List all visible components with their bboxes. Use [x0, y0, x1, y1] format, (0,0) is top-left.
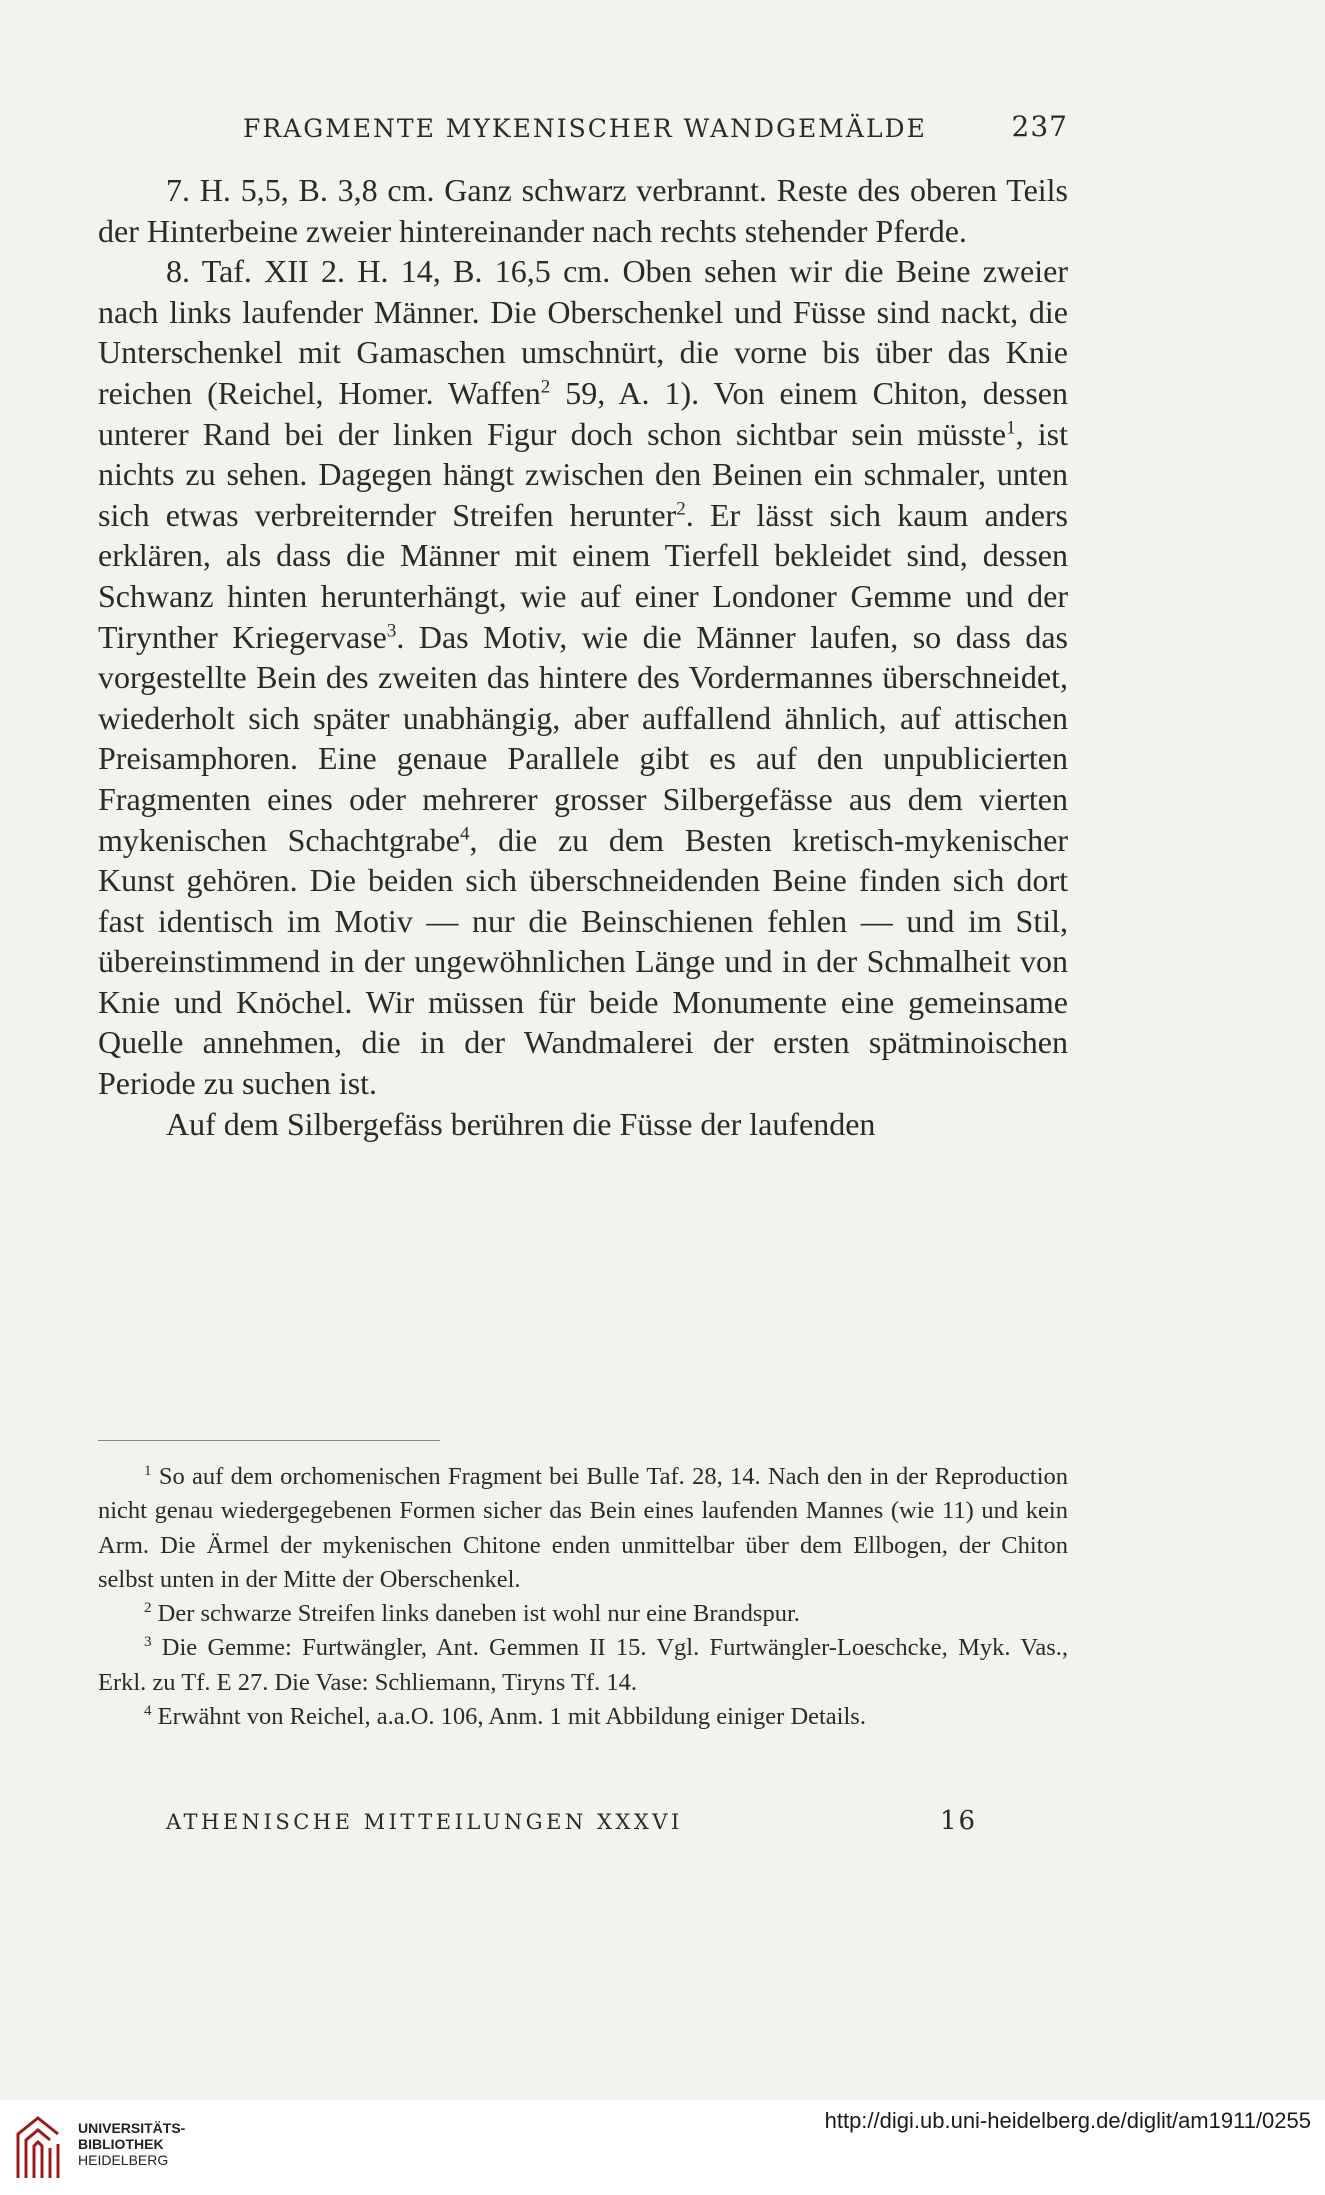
- text-run: 59, A. 1). Von einem Chiton, dessen unterer Rand bei der linken Figur doch schon sichtbar sein müsste: [98, 374, 1069, 452]
- text-run: , ist nichts zu sehen. Dagegen hängt zwischen den Beinen ein schmaler, unten sich etwas verbreiternder Streifen herunter: [98, 415, 1068, 533]
- footnote-text: Erwähnt von Reichel, a.a.O. 106, Anm. 1 mit Abbildung einiger Details.: [157, 1703, 866, 1731]
- text-run: . Das Motiv, wie die Männer laufen, so dass das vorgestellte Bein des zweiten das hintere des Vordermannes überschneidet, wiederholt sich später unabhängig, aber auffallend ähnlich, auf attischen Preisamphoren. Eine genaue Parallele gibt es auf den unpublicierten Fragmenten eines oder mehrerer grosser Silbergefässe aus dem vierten mykenischen Schachtgrabe: [98, 618, 1069, 858]
- printer-signature: [98, 1806, 978, 1842]
- footnote-2: [98, 1597, 1068, 1631]
- page-number: 237: [1011, 110, 1068, 143]
- footnote-ref-1[interactable]: 1: [1006, 416, 1016, 438]
- footnote-mark: 4: [144, 1702, 152, 1719]
- journal-name: ATHENISCHE MITTEILUNGEN XXXVI: [166, 1810, 683, 1834]
- library-logo-icon[interactable]: [12, 2114, 64, 2182]
- footnote-mark: 2: [144, 1600, 152, 1617]
- footnote-ref-2[interactable]: 2: [676, 498, 686, 520]
- text-run: 8. Taf. XII 2. H. 14, B. 16,5 cm. Oben sehen wir die Beine zweier nach links laufender Männer. Die Oberschenkel und Füsse sind nackt, die Unterschenkel mit Gamaschen umschnürt, die vorne bis über das Knie reichen (Reichel, Homer. Waffen: [98, 253, 1068, 411]
- paragraph-8: [98, 251, 1068, 1103]
- footnotes: [98, 1460, 1068, 1734]
- footnote-3: [98, 1631, 1068, 1700]
- text-run: , die zu dem Besten kretisch-mykenischer Kunst gehören. Die beiden sich überschneidenden Beine finden sich dort fast identisch im Motiv — nur die Beinschienen fehlen — und im Stil, übereinstimmend in der ungewöhnlichen Länge und in der Schmalheit von Knie und Knöchel. Wir müssen für beide Monumente eine gemeinsame Quelle annehmen, die in der Wandmalerei der ersten spätminoischen Periode zu suchen ist.: [98, 821, 1069, 1102]
- footnote-ref-3[interactable]: 3: [386, 619, 397, 641]
- sheet-number: 16: [940, 1806, 978, 1836]
- running-title: FRAGMENTE MYKENISCHER WANDGEMÄLDE: [243, 114, 927, 143]
- footnote-text: So auf dem orchomenischen Fragment bei Bulle Taf. 28, 14. Nach den in der Reproduction nicht genau wiedergegebenen Formen sicher das Bein eines laufenden Mannes (wie 11) und kein Arm. Die Ärmel der mykenischen Chitone enden unmittelbar über dem Ellbogen, der Chiton selbst unten in der Mitte der Oberschenkel.: [98, 1463, 1069, 1593]
- footnote-text: Die Gemme: Furtwängler, Ant. Gemmen II 15. Vgl. Furtwängler-Loeschcke, Myk. Vas., Erkl. zu Tf. E 27. Die Vase: Schliemann, Tiryns Tf. 14.: [98, 1634, 1068, 1696]
- footnote-text: Der schwarze Streifen links daneben ist wohl nur eine Brandspur.: [157, 1600, 800, 1628]
- library-name: [78, 2120, 185, 2168]
- library-line: HEIDELBERG: [78, 2152, 169, 2168]
- footnote-ref-4[interactable]: 4: [459, 822, 470, 844]
- library-line: BIBLIOTHEK: [78, 2136, 164, 2152]
- footnote-1: [98, 1460, 1068, 1597]
- paragraph-continuation: Auf dem Silbergefäss berühren die Füsse der laufenden: [166, 1105, 876, 1142]
- superscript: 2: [540, 376, 551, 398]
- text-run: . Er lässt sich kaum anders erklären, als dass die Männer mit einem Tierfell bekleidet sind, dessen Schwanz hinten herunterhängt, wie auf einer Londoner Gemme und der Tirynther Kriegervase: [98, 496, 1069, 655]
- paragraph-7: 7. H. 5,5, B. 3,8 cm. Ganz schwarz verbrannt. Reste des oberen Teils der Hinterbeine zweier hintereinander nach rechts stehender Pferde.: [98, 172, 1068, 249]
- footnote-mark: 1: [144, 1462, 152, 1479]
- running-head: [98, 108, 1068, 152]
- footnote-4: [98, 1700, 1068, 1734]
- library-line: UNIVERSITÄTS-: [78, 2120, 186, 2136]
- footnote-mark: 3: [144, 1634, 152, 1651]
- body-text: [98, 170, 1068, 1144]
- digitization-footer: [0, 2100, 1325, 2195]
- permalink-url[interactable]: http://digi.ub.uni-heidelberg.de/diglit/am1911/0255: [824, 2108, 1311, 2133]
- footnote-rule: [98, 1440, 440, 1441]
